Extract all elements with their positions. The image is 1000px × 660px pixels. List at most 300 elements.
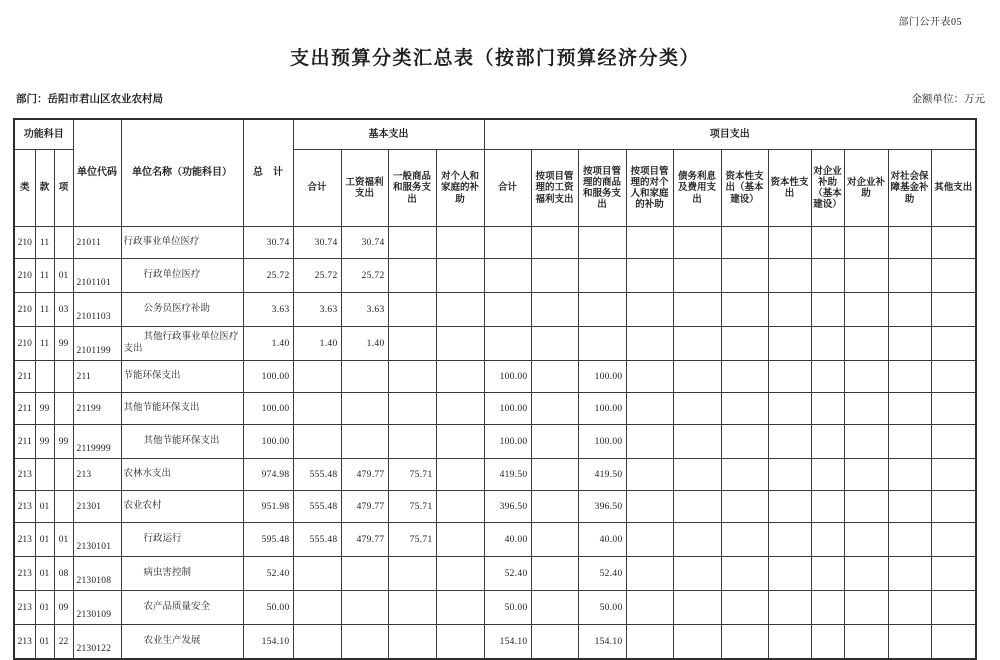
cell-amount bbox=[293, 361, 341, 393]
cell-unit-code: 2101199 bbox=[73, 327, 121, 361]
cell-amount bbox=[768, 327, 811, 361]
cell-section: 01 bbox=[35, 557, 54, 591]
header-basic-personal: 对个人和家庭的补助 bbox=[436, 150, 484, 227]
header-unit-name: 单位名称（功能科目） bbox=[121, 119, 243, 227]
cell-amount: 479.77 bbox=[341, 459, 388, 491]
cell-amount bbox=[844, 591, 888, 625]
cell-amount: 595.48 bbox=[243, 523, 293, 557]
cell-amount bbox=[721, 259, 768, 293]
cell-amount bbox=[811, 259, 844, 293]
cell-unit-name: 农业生产发展 bbox=[121, 625, 243, 660]
cell-amount bbox=[341, 393, 388, 425]
cell-amount bbox=[673, 491, 721, 523]
cell-amount bbox=[436, 293, 484, 327]
cell-section: 11 bbox=[35, 227, 54, 259]
header-col-class: 类 bbox=[14, 150, 35, 227]
cell-amount bbox=[721, 293, 768, 327]
cell-item: 09 bbox=[54, 591, 73, 625]
cell-amount bbox=[341, 625, 388, 660]
cell-amount bbox=[673, 591, 721, 625]
table-row bbox=[14, 425, 976, 459]
cell-amount bbox=[844, 361, 888, 393]
header-project-expense-group: 项目支出 bbox=[484, 119, 976, 150]
cell-unit-code: 2130109 bbox=[73, 591, 121, 625]
cell-item bbox=[54, 361, 73, 393]
cell-class: 213 bbox=[14, 591, 35, 625]
cell-amount bbox=[626, 491, 673, 523]
cell-amount bbox=[578, 259, 626, 293]
cell-amount bbox=[721, 523, 768, 557]
cell-amount bbox=[844, 459, 888, 491]
cell-amount bbox=[531, 625, 578, 660]
cell-unit-code: 2101103 bbox=[73, 293, 121, 327]
cell-amount bbox=[931, 293, 976, 327]
cell-amount: 100.00 bbox=[484, 425, 531, 459]
cell-amount bbox=[531, 227, 578, 259]
cell-item bbox=[54, 459, 73, 491]
cell-amount bbox=[931, 259, 976, 293]
cell-amount: 30.74 bbox=[293, 227, 341, 259]
cell-amount bbox=[811, 361, 844, 393]
cell-amount: 25.72 bbox=[293, 259, 341, 293]
cell-item: 99 bbox=[54, 425, 73, 459]
cell-amount bbox=[768, 361, 811, 393]
cell-amount bbox=[931, 523, 976, 557]
cell-amount bbox=[888, 293, 931, 327]
cell-amount: 951.98 bbox=[243, 491, 293, 523]
cell-amount bbox=[436, 523, 484, 557]
cell-amount bbox=[436, 361, 484, 393]
cell-amount bbox=[388, 393, 436, 425]
cell-amount bbox=[768, 591, 811, 625]
cell-amount bbox=[436, 557, 484, 591]
table-row bbox=[14, 523, 976, 557]
cell-amount bbox=[888, 327, 931, 361]
cell-class: 213 bbox=[14, 523, 35, 557]
cell-amount bbox=[673, 227, 721, 259]
header-proj-other: 其他支出 bbox=[931, 150, 976, 227]
cell-amount bbox=[844, 327, 888, 361]
cell-amount: 52.40 bbox=[578, 557, 626, 591]
cell-amount bbox=[888, 625, 931, 660]
cell-amount: 100.00 bbox=[243, 361, 293, 393]
cell-amount: 419.50 bbox=[484, 459, 531, 491]
cell-section bbox=[35, 361, 54, 393]
header-proj-debt-interest: 债务利息及费用支出 bbox=[673, 150, 721, 227]
cell-amount bbox=[844, 625, 888, 660]
cell-amount bbox=[888, 393, 931, 425]
cell-class: 210 bbox=[14, 227, 35, 259]
cell-amount bbox=[888, 425, 931, 459]
cell-amount: 30.74 bbox=[243, 227, 293, 259]
cell-amount bbox=[673, 259, 721, 293]
cell-section: 99 bbox=[35, 393, 54, 425]
cell-amount bbox=[844, 523, 888, 557]
cell-amount bbox=[931, 591, 976, 625]
cell-amount: 25.72 bbox=[243, 259, 293, 293]
cell-class: 211 bbox=[14, 361, 35, 393]
cell-unit-name: 节能环保支出 bbox=[121, 361, 243, 393]
cell-unit-name: 公务员医疗补助 bbox=[121, 293, 243, 327]
cell-amount bbox=[531, 523, 578, 557]
cell-section: 01 bbox=[35, 591, 54, 625]
cell-amount bbox=[768, 293, 811, 327]
cell-amount: 154.10 bbox=[484, 625, 531, 660]
table-row bbox=[14, 361, 976, 393]
header-basic-salary: 工资福利支出 bbox=[341, 150, 388, 227]
table-row bbox=[14, 557, 976, 591]
cell-amount bbox=[626, 227, 673, 259]
cell-section: 01 bbox=[35, 625, 54, 660]
cell-amount bbox=[811, 557, 844, 591]
cell-amount bbox=[531, 591, 578, 625]
cell-amount bbox=[768, 557, 811, 591]
cell-amount bbox=[626, 523, 673, 557]
cell-amount bbox=[931, 227, 976, 259]
cell-amount bbox=[531, 557, 578, 591]
header-proj-goods: 按项目管理的商品和服务支出 bbox=[578, 150, 626, 227]
budget-table bbox=[13, 118, 977, 660]
cell-amount bbox=[626, 327, 673, 361]
cell-amount bbox=[721, 425, 768, 459]
cell-amount: 100.00 bbox=[578, 425, 626, 459]
doc-code-label: 部门公开表05 bbox=[898, 17, 962, 28]
cell-amount bbox=[484, 327, 531, 361]
meta-row bbox=[16, 91, 985, 106]
cell-class: 210 bbox=[14, 293, 35, 327]
cell-item: 01 bbox=[54, 523, 73, 557]
cell-amount bbox=[844, 259, 888, 293]
cell-unit-name: 病虫害控制 bbox=[121, 557, 243, 591]
cell-unit-code: 21011 bbox=[73, 227, 121, 259]
cell-unit-name: 农业农村 bbox=[121, 491, 243, 523]
cell-amount bbox=[531, 293, 578, 327]
cell-amount bbox=[626, 293, 673, 327]
cell-amount bbox=[484, 259, 531, 293]
cell-item bbox=[54, 227, 73, 259]
cell-amount bbox=[888, 227, 931, 259]
cell-amount: 50.00 bbox=[578, 591, 626, 625]
cell-section bbox=[35, 459, 54, 491]
cell-class: 210 bbox=[14, 327, 35, 361]
cell-amount: 75.71 bbox=[388, 491, 436, 523]
cell-amount bbox=[888, 259, 931, 293]
cell-amount: 555.48 bbox=[293, 523, 341, 557]
cell-amount: 100.00 bbox=[243, 393, 293, 425]
cell-amount bbox=[721, 393, 768, 425]
cell-amount bbox=[811, 591, 844, 625]
cell-amount bbox=[888, 361, 931, 393]
cell-class: 211 bbox=[14, 425, 35, 459]
header-col-section: 款 bbox=[35, 150, 54, 227]
cell-amount bbox=[531, 327, 578, 361]
cell-amount: 974.98 bbox=[243, 459, 293, 491]
table-body bbox=[14, 227, 976, 660]
header-proj-salary: 按项目管理的工资福利支出 bbox=[531, 150, 578, 227]
table-row bbox=[14, 327, 976, 361]
cell-amount bbox=[341, 557, 388, 591]
cell-unit-code: 2101101 bbox=[73, 259, 121, 293]
cell-unit-name: 其他节能环保支出 bbox=[121, 393, 243, 425]
cell-amount bbox=[484, 227, 531, 259]
cell-amount bbox=[673, 557, 721, 591]
cell-amount: 419.50 bbox=[578, 459, 626, 491]
header-proj-capital-basic: 资本性支出（基本建设） bbox=[721, 150, 768, 227]
header-basic-expense-group: 基本支出 bbox=[293, 119, 484, 150]
cell-amount bbox=[626, 259, 673, 293]
cell-amount: 30.74 bbox=[341, 227, 388, 259]
cell-amount: 396.50 bbox=[484, 491, 531, 523]
cell-amount bbox=[811, 491, 844, 523]
header-grand-total: 总 计 bbox=[243, 119, 293, 227]
cell-amount bbox=[768, 259, 811, 293]
cell-amount bbox=[844, 557, 888, 591]
cell-amount: 154.10 bbox=[243, 625, 293, 660]
cell-amount bbox=[484, 293, 531, 327]
cell-section: 99 bbox=[35, 425, 54, 459]
cell-amount: 52.40 bbox=[484, 557, 531, 591]
cell-amount bbox=[626, 591, 673, 625]
cell-amount bbox=[626, 425, 673, 459]
cell-amount: 479.77 bbox=[341, 523, 388, 557]
cell-amount: 50.00 bbox=[243, 591, 293, 625]
cell-amount bbox=[626, 625, 673, 660]
cell-item: 01 bbox=[54, 259, 73, 293]
cell-amount bbox=[931, 425, 976, 459]
cell-amount bbox=[626, 557, 673, 591]
cell-amount bbox=[931, 327, 976, 361]
cell-unit-code: 213 bbox=[73, 459, 121, 491]
table-row bbox=[14, 293, 976, 327]
cell-amount bbox=[811, 393, 844, 425]
cell-amount bbox=[626, 393, 673, 425]
cell-amount bbox=[388, 591, 436, 625]
cell-amount bbox=[436, 491, 484, 523]
cell-amount bbox=[888, 591, 931, 625]
cell-amount bbox=[531, 393, 578, 425]
header-proj-total: 合计 bbox=[484, 150, 531, 227]
cell-amount bbox=[436, 425, 484, 459]
cell-amount bbox=[768, 491, 811, 523]
header-func-subject-group: 功能科目 bbox=[14, 119, 73, 150]
cell-amount bbox=[578, 327, 626, 361]
header-col-item: 项 bbox=[54, 150, 73, 227]
cell-unit-name: 农林水支出 bbox=[121, 459, 243, 491]
cell-amount bbox=[811, 227, 844, 259]
cell-amount bbox=[768, 393, 811, 425]
cell-amount bbox=[436, 591, 484, 625]
cell-amount: 3.63 bbox=[293, 293, 341, 327]
cell-amount bbox=[844, 491, 888, 523]
cell-amount bbox=[844, 393, 888, 425]
table-row bbox=[14, 625, 976, 660]
cell-unit-code: 21199 bbox=[73, 393, 121, 425]
header-proj-capital: 资本性支出 bbox=[768, 150, 811, 227]
cell-class: 213 bbox=[14, 491, 35, 523]
cell-amount bbox=[673, 293, 721, 327]
cell-amount: 100.00 bbox=[484, 393, 531, 425]
cell-unit-name: 其他节能环保支出 bbox=[121, 425, 243, 459]
cell-unit-name: 行政事业单位医疗 bbox=[121, 227, 243, 259]
cell-amount bbox=[388, 625, 436, 660]
cell-amount bbox=[673, 361, 721, 393]
table-row bbox=[14, 393, 976, 425]
cell-unit-code: 2130122 bbox=[73, 625, 121, 660]
cell-amount bbox=[436, 625, 484, 660]
cell-amount bbox=[341, 425, 388, 459]
cell-amount bbox=[721, 361, 768, 393]
cell-amount: 479.77 bbox=[341, 491, 388, 523]
cell-amount bbox=[931, 491, 976, 523]
cell-unit-code: 2130108 bbox=[73, 557, 121, 591]
cell-amount bbox=[293, 425, 341, 459]
cell-amount: 1.40 bbox=[293, 327, 341, 361]
header-unit-code: 单位代码 bbox=[73, 119, 121, 227]
table-row bbox=[14, 491, 976, 523]
cell-amount bbox=[626, 459, 673, 491]
cell-amount bbox=[888, 459, 931, 491]
cell-amount: 100.00 bbox=[484, 361, 531, 393]
cell-amount bbox=[811, 625, 844, 660]
header-proj-enterprise-basic: 对企业补助（基本建设） bbox=[811, 150, 844, 227]
cell-amount bbox=[721, 459, 768, 491]
cell-amount bbox=[931, 361, 976, 393]
header-basic-total: 合计 bbox=[293, 150, 341, 227]
cell-amount bbox=[673, 459, 721, 491]
cell-class: 210 bbox=[14, 259, 35, 293]
cell-amount bbox=[768, 459, 811, 491]
cell-section: 11 bbox=[35, 293, 54, 327]
cell-section: 11 bbox=[35, 327, 54, 361]
cell-unit-code: 211 bbox=[73, 361, 121, 393]
cell-item: 99 bbox=[54, 327, 73, 361]
cell-amount bbox=[531, 259, 578, 293]
cell-amount bbox=[293, 591, 341, 625]
cell-amount bbox=[673, 393, 721, 425]
cell-class: 211 bbox=[14, 393, 35, 425]
cell-amount bbox=[531, 361, 578, 393]
cell-amount bbox=[531, 459, 578, 491]
cell-amount: 3.63 bbox=[243, 293, 293, 327]
cell-amount bbox=[436, 327, 484, 361]
cell-class: 213 bbox=[14, 557, 35, 591]
header-basic-goods: 一般商品和服务支出 bbox=[388, 150, 436, 227]
cell-unit-name: 行政运行 bbox=[121, 523, 243, 557]
cell-amount bbox=[721, 557, 768, 591]
cell-item: 08 bbox=[54, 557, 73, 591]
cell-amount bbox=[768, 523, 811, 557]
table-row bbox=[14, 459, 976, 491]
cell-amount bbox=[811, 327, 844, 361]
cell-amount: 100.00 bbox=[578, 361, 626, 393]
cell-amount bbox=[531, 491, 578, 523]
cell-amount bbox=[436, 393, 484, 425]
cell-amount bbox=[531, 425, 578, 459]
cell-amount bbox=[673, 327, 721, 361]
cell-amount bbox=[293, 625, 341, 660]
cell-amount bbox=[811, 293, 844, 327]
cell-section: 01 bbox=[35, 491, 54, 523]
cell-amount bbox=[293, 393, 341, 425]
header-proj-enterprise: 对企业补助 bbox=[844, 150, 888, 227]
cell-amount: 3.63 bbox=[341, 293, 388, 327]
cell-amount bbox=[721, 625, 768, 660]
cell-amount bbox=[888, 523, 931, 557]
cell-amount bbox=[388, 293, 436, 327]
cell-item: 03 bbox=[54, 293, 73, 327]
cell-unit-code: 2119999 bbox=[73, 425, 121, 459]
cell-amount bbox=[293, 557, 341, 591]
cell-class: 213 bbox=[14, 625, 35, 660]
header-proj-social-security: 对社会保障基金补助 bbox=[888, 150, 931, 227]
cell-amount: 75.71 bbox=[388, 523, 436, 557]
cell-section: 01 bbox=[35, 523, 54, 557]
cell-unit-name: 行政单位医疗 bbox=[121, 259, 243, 293]
cell-amount bbox=[578, 227, 626, 259]
cell-amount bbox=[768, 227, 811, 259]
cell-amount: 52.40 bbox=[243, 557, 293, 591]
cell-amount bbox=[721, 327, 768, 361]
cell-amount: 75.71 bbox=[388, 459, 436, 491]
cell-amount: 1.40 bbox=[243, 327, 293, 361]
table-row bbox=[14, 227, 976, 259]
cell-amount bbox=[341, 591, 388, 625]
cell-amount bbox=[931, 393, 976, 425]
cell-item bbox=[54, 491, 73, 523]
cell-unit-code: 21301 bbox=[73, 491, 121, 523]
cell-amount bbox=[844, 227, 888, 259]
cell-amount bbox=[844, 425, 888, 459]
cell-amount bbox=[844, 293, 888, 327]
cell-amount: 1.40 bbox=[341, 327, 388, 361]
cell-amount bbox=[768, 625, 811, 660]
cell-amount bbox=[388, 557, 436, 591]
cell-amount bbox=[768, 425, 811, 459]
cell-item bbox=[54, 393, 73, 425]
page-title: 支出预算分类汇总表（按部门预算经济分类） bbox=[289, 48, 700, 69]
cell-amount bbox=[578, 293, 626, 327]
cell-amount bbox=[931, 557, 976, 591]
header-row-groups bbox=[14, 119, 976, 150]
cell-amount bbox=[436, 227, 484, 259]
cell-unit-name: 农产品质量安全 bbox=[121, 591, 243, 625]
cell-amount bbox=[436, 259, 484, 293]
cell-amount: 154.10 bbox=[578, 625, 626, 660]
department-label: 部门：岳阳市君山区农业农村局 bbox=[16, 93, 163, 105]
cell-amount bbox=[811, 523, 844, 557]
cell-amount bbox=[388, 259, 436, 293]
cell-amount: 555.48 bbox=[293, 491, 341, 523]
cell-amount: 396.50 bbox=[578, 491, 626, 523]
cell-amount: 25.72 bbox=[341, 259, 388, 293]
cell-amount: 40.00 bbox=[484, 523, 531, 557]
cell-amount bbox=[388, 425, 436, 459]
table-header bbox=[14, 119, 976, 227]
cell-amount: 555.48 bbox=[293, 459, 341, 491]
cell-unit-name: 其他行政事业单位医疗支出 bbox=[121, 327, 243, 361]
cell-amount bbox=[388, 361, 436, 393]
amount-unit-label: 金额单位：万元 bbox=[911, 94, 985, 105]
cell-amount: 50.00 bbox=[484, 591, 531, 625]
cell-amount: 100.00 bbox=[243, 425, 293, 459]
cell-amount bbox=[931, 625, 976, 660]
cell-amount bbox=[721, 491, 768, 523]
cell-amount: 100.00 bbox=[578, 393, 626, 425]
cell-amount bbox=[721, 227, 768, 259]
cell-amount bbox=[673, 625, 721, 660]
cell-amount bbox=[388, 227, 436, 259]
cell-amount bbox=[888, 557, 931, 591]
